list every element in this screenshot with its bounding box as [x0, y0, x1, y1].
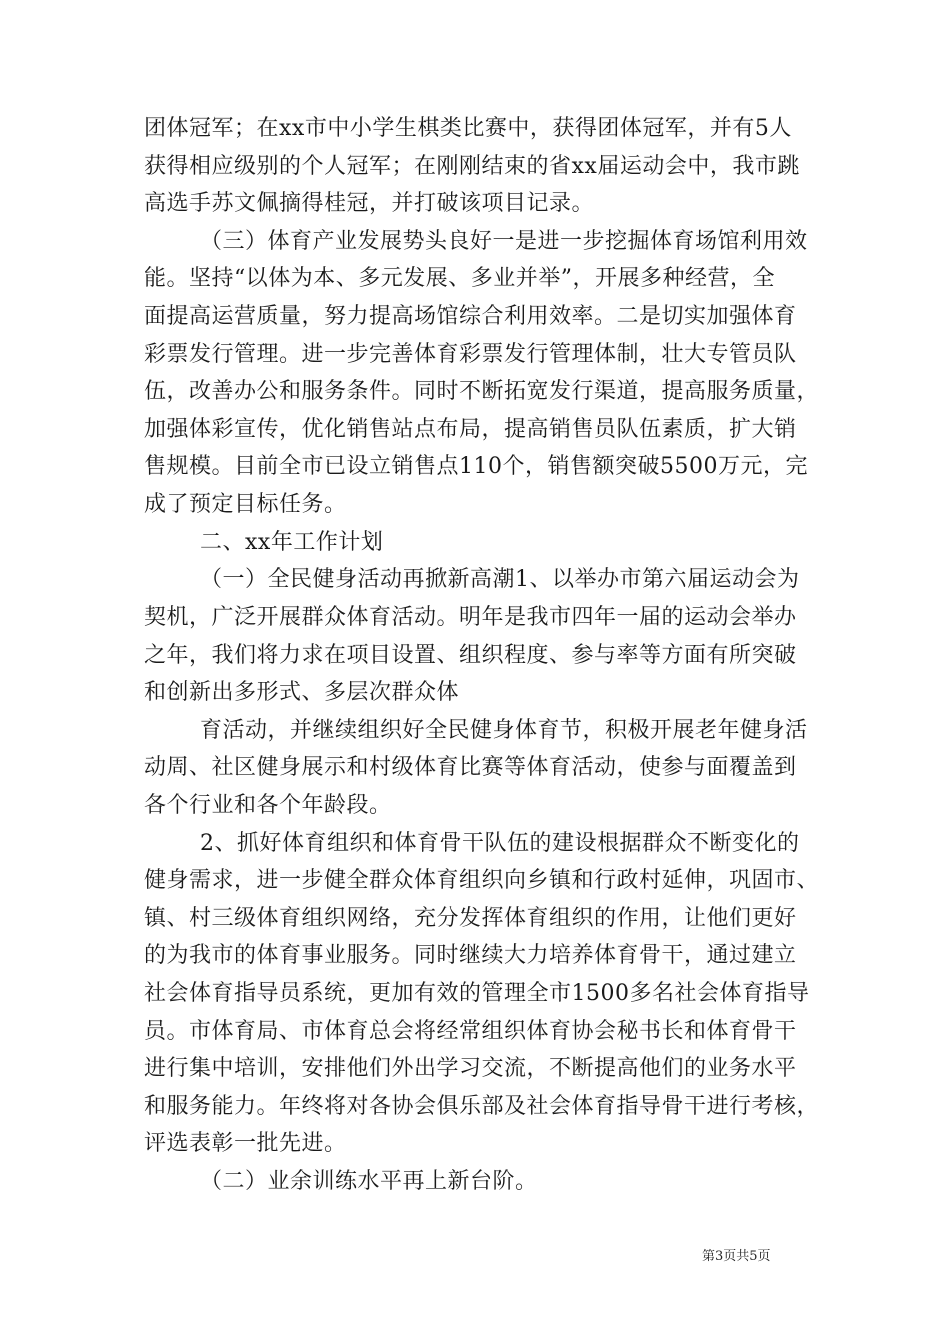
text-line: 健身需求，进一步健全群众体育组织向乡镇和行政村延伸，巩固市、	[144, 868, 820, 893]
text-line: 社会体育指导员系统，更加有效的管理全市1500多名社会体育指导	[144, 981, 810, 1006]
text-line: 契机，广泛开展群众体育活动。明年是我市四年一届的运动会举办	[144, 605, 797, 630]
text-line: 评选表彰一批先进。	[144, 1131, 347, 1156]
text-line: 获得相应级别的个人冠军；在刚刚结束的省xx届运动会中，我市跳	[144, 154, 800, 179]
text-line: 动周、社区健身展示和村级体育比赛等体育活动，使参与面覆盖到	[144, 755, 797, 780]
text-line: 进行集中培训，安排他们外出学习交流，不断提高他们的业务水平	[144, 1056, 797, 1081]
text-line: 团体冠军；在xx市中小学生棋类比赛中，获得团体冠军，并有5人	[144, 116, 792, 141]
text-line: 之年，我们将力求在项目设置、组织程度、参与率等方面有所突破	[144, 643, 797, 668]
text-line: 和服务能力。年终将对各协会俱乐部及社会体育指导骨干进行考核，	[144, 1094, 820, 1119]
text-line: 员。市体育局、市体育总会将经常组织体育协会秘书长和体育骨干	[144, 1019, 797, 1044]
text-line: 售规模。目前全市已设立销售点110个，销售额突破5500万元，完	[144, 454, 808, 479]
text-line: 彩票发行管理。进一步完善体育彩票发行管理体制，壮大专管员队	[144, 342, 797, 367]
paragraph-start-line: （一）全民健身活动再掀新高潮1、以举办市第六届运动会为	[200, 567, 800, 592]
text-line: 能。坚持“以体为本、多元发展、多业并举”，开展多种经营，全	[144, 266, 775, 291]
text-line: 成了预定目标任务。	[144, 492, 347, 517]
page-number-footer: 第3页共5页	[702, 1249, 771, 1264]
section-heading: 二、xx年工作计划	[200, 530, 384, 555]
text-line: 和创新出多形式、多层次群众体	[144, 680, 460, 705]
text-line: 的为我市的体育事业服务。同时继续大力培养体育骨干，通过建立	[144, 943, 797, 968]
text-line: 高选手苏文佩摘得桂冠，并打破该项目记录。	[144, 191, 595, 216]
paragraph-start-line: 2、抓好体育组织和体育骨干队伍的建设根据群众不断变化的	[200, 831, 800, 856]
text-line: 伍，改善办公和服务条件。同时不断拓宽发行渠道，提高服务质量，	[144, 379, 820, 404]
paragraph-start-line: （三）体育产业发展势头良好一是进一步挖掘体育场馆利用效	[200, 229, 808, 254]
paragraph-start-line: 育活动，并继续组织好全民健身体育节，积极开展老年健身活	[200, 718, 808, 743]
text-line: 镇、村三级体育组织网络，充分发挥体育组织的作用，让他们更好	[144, 906, 797, 931]
text-line: 面提高运营质量，努力提高场馆综合利用效率。二是切实加强体育	[144, 304, 797, 329]
text-line: 加强体彩宣传，优化销售站点布局，提高销售员队伍素质，扩大销	[144, 417, 797, 442]
text-line: 各个行业和各个年龄段。	[144, 793, 392, 818]
paragraph-start-line: （二）业余训练水平再上新台阶。	[200, 1169, 538, 1194]
